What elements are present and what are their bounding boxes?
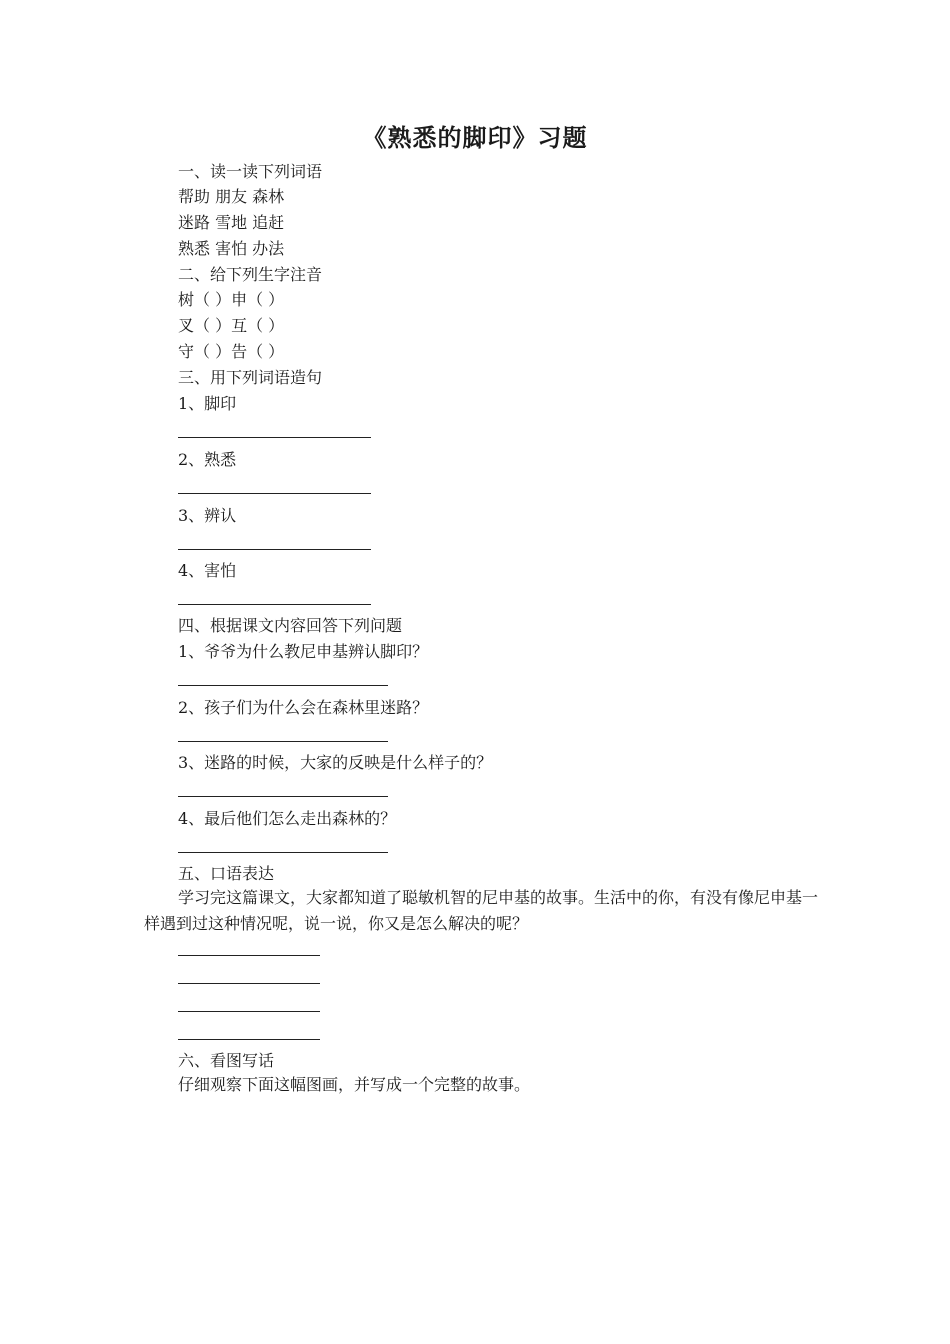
question-item: 3、迷路的时候，大家的反映是什么样子的？ <box>178 753 493 772</box>
question-item: 1、爷爷为什么教尼申基辨认脚印？ <box>178 642 429 661</box>
question-item: 4、最后他们怎么走出森林的？ <box>178 809 397 828</box>
page-title: 《熟悉的脚印》习题 <box>362 123 588 152</box>
pinyin-row: 守（ ）告（ ） <box>178 342 285 361</box>
section-heading: 一、读一读下列词语 <box>178 162 323 181</box>
answer-line[interactable] <box>178 955 320 956</box>
sentence-item: 1、脚印 <box>178 394 237 413</box>
answer-line[interactable] <box>178 1011 320 1012</box>
answer-line[interactable] <box>178 493 371 494</box>
answer-line[interactable] <box>178 852 388 853</box>
section-heading: 六、看图写话 <box>178 1051 275 1070</box>
pinyin-row: 叉（ ）互（ ） <box>178 316 285 335</box>
answer-line[interactable] <box>178 685 388 686</box>
sentence-item: 2、熟悉 <box>178 450 237 469</box>
pinyin-row: 树（ ）申（ ） <box>178 290 285 309</box>
section-heading: 四、根据课文内容回答下列问题 <box>178 616 403 635</box>
answer-line[interactable] <box>178 796 388 797</box>
word-row: 迷路 雪地 追赶 <box>178 213 285 232</box>
section-heading: 五、口语表达 <box>178 864 275 883</box>
answer-line[interactable] <box>178 437 371 438</box>
prompt-paragraph: 学习完这篇课文，大家都知道了聪敏机智的尼申基的故事。生活中的你，有没有像尼申基一样遇到过这种情况呢，说一说，你又是怎么解决的呢？ <box>144 888 819 933</box>
word-row: 帮助 朋友 森林 <box>178 187 285 206</box>
prompt-paragraph: 仔细观察下面这幅图画，并写成一个完整的故事。 <box>178 1075 531 1094</box>
answer-line[interactable] <box>178 549 371 550</box>
sentence-item: 3、辨认 <box>178 506 237 525</box>
sentence-item: 4、害怕 <box>178 561 237 580</box>
section-heading: 二、给下列生字注音 <box>178 265 323 284</box>
answer-line[interactable] <box>178 983 320 984</box>
section-heading: 三、用下列词语造句 <box>178 368 323 387</box>
answer-line[interactable] <box>178 1039 320 1040</box>
answer-line[interactable] <box>178 604 371 605</box>
question-item: 2、孩子们为什么会在森林里迷路？ <box>178 698 429 717</box>
word-row: 熟悉 害怕 办法 <box>178 239 285 258</box>
answer-line[interactable] <box>178 741 388 742</box>
